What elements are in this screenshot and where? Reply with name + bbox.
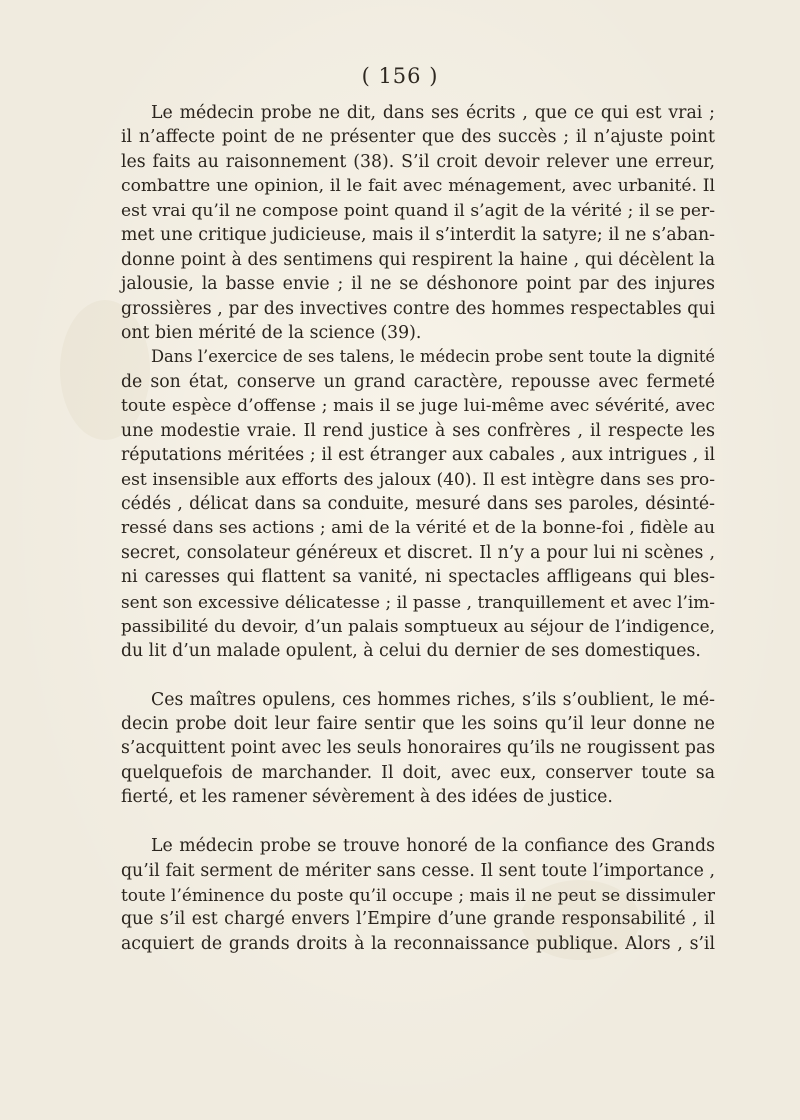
text-line: fierté, et les ramener sévèrement à des idées de justice. — [121, 787, 613, 808]
text-line: met une critique judicieuse, mais il s’interdit la satyre; il ne s’aban- — [121, 225, 715, 246]
text-line: les faits au raisonnement (38). S’il croit devoir relever une erreur, — [121, 151, 715, 172]
text-line: une modestie vraie. Il rend justice à ses confrères , il respecte les — [121, 420, 715, 441]
text-line: Dans l’exercice de ses talens, le médecin probe sent toute la dignité — [151, 347, 715, 367]
text-line: quelquefois de marchander. Il doit, avec eux, conserver toute sa — [121, 762, 715, 783]
text-line: sent son excessive délicatesse ; il passe , tranquillement et avec l’im- — [121, 591, 715, 612]
text-line: s’acquittent point avec les seuls honoraires qu’ils ne rougissent pas — [121, 738, 716, 759]
text-line: toute espèce d’offense ; mais il se juge lui-même avec sévérité, avec — [121, 396, 715, 417]
text-line: secret, consolateur généreux et discret. Il n’y a pour lui ni scènes , — [121, 542, 715, 563]
text-line: il n’affecte point de ne présenter que des succès ; il n’ajuste point — [121, 127, 715, 148]
text-line: Ces maîtres opulens, ces hommes riches, s’ils s’oublient, le mé- — [151, 689, 715, 710]
text-line: est vrai qu’il ne compose point quand il s’agit de la vérité ; il se per- — [121, 200, 715, 221]
text-line: réputations méritées ; il est étranger aux cabales , aux intrigues , il — [121, 445, 715, 466]
paragraph-gap — [121, 810, 715, 834]
text-line: combattre une opinion, il le fait avec ménagement, avec urbanité. Il — [121, 176, 715, 197]
text-line: que s’il est chargé envers l’Empire d’une grande responsabilité , il — [121, 909, 715, 930]
text-line: de son état, conserve un grand caractère, repousse avec fermeté — [121, 371, 715, 392]
text-line: cédés , délicat dans sa conduite, mesuré dans ses paroles, désinté- — [121, 494, 715, 514]
text-line: donne point à des sentimens qui respirent la haine , qui décèlent la — [121, 249, 715, 270]
text-line: ont bien mérité de la science (39). — [121, 322, 422, 343]
text-line: acquiert de grands droits à la reconnaissance publique. Alors , s’il — [121, 933, 715, 954]
text-line: du lit d’un malade opulent, à celui du dernier de ses domestiques. — [121, 640, 701, 661]
page-number: ( 156 ) — [361, 64, 439, 88]
text-line: decin probe doit leur faire sentir que les soins qu’il leur donne ne — [121, 713, 715, 734]
paragraph-gap — [121, 663, 715, 687]
text-line: ressé dans ses actions ; ami de la vérité et de la bonne-foi , fidèle au — [121, 518, 715, 539]
text-line: Le médecin probe se trouve honoré de la confiance des Grands — [151, 836, 715, 857]
text-line: qu’il fait serment de mériter sans cesse. Il sent toute l’importance , — [121, 860, 715, 881]
text-line: jalousie, la basse envie ; il ne se déshonore point par des injures — [121, 274, 715, 295]
text-line: ni caresses qui flattent sa vanité, ni spectacles affligeans qui bles- — [121, 567, 715, 588]
body-text — [121, 101, 715, 956]
text-line: toute l’éminence du poste qu’il occupe ; mais il ne peut se dissimuler — [121, 885, 715, 905]
text-line: Le médecin probe ne dit, dans ses écrits , que ce qui est vrai ; — [151, 103, 715, 123]
text-line: passibilité du devoir, d’un palais somptueux au séjour de l’indigence, — [121, 616, 715, 637]
text-line: est insensible aux efforts des jaloux (40). Il est intègre dans ses pro- — [121, 469, 715, 490]
text-line: grossières , par des invectives contre des hommes respectables qui — [121, 298, 715, 319]
